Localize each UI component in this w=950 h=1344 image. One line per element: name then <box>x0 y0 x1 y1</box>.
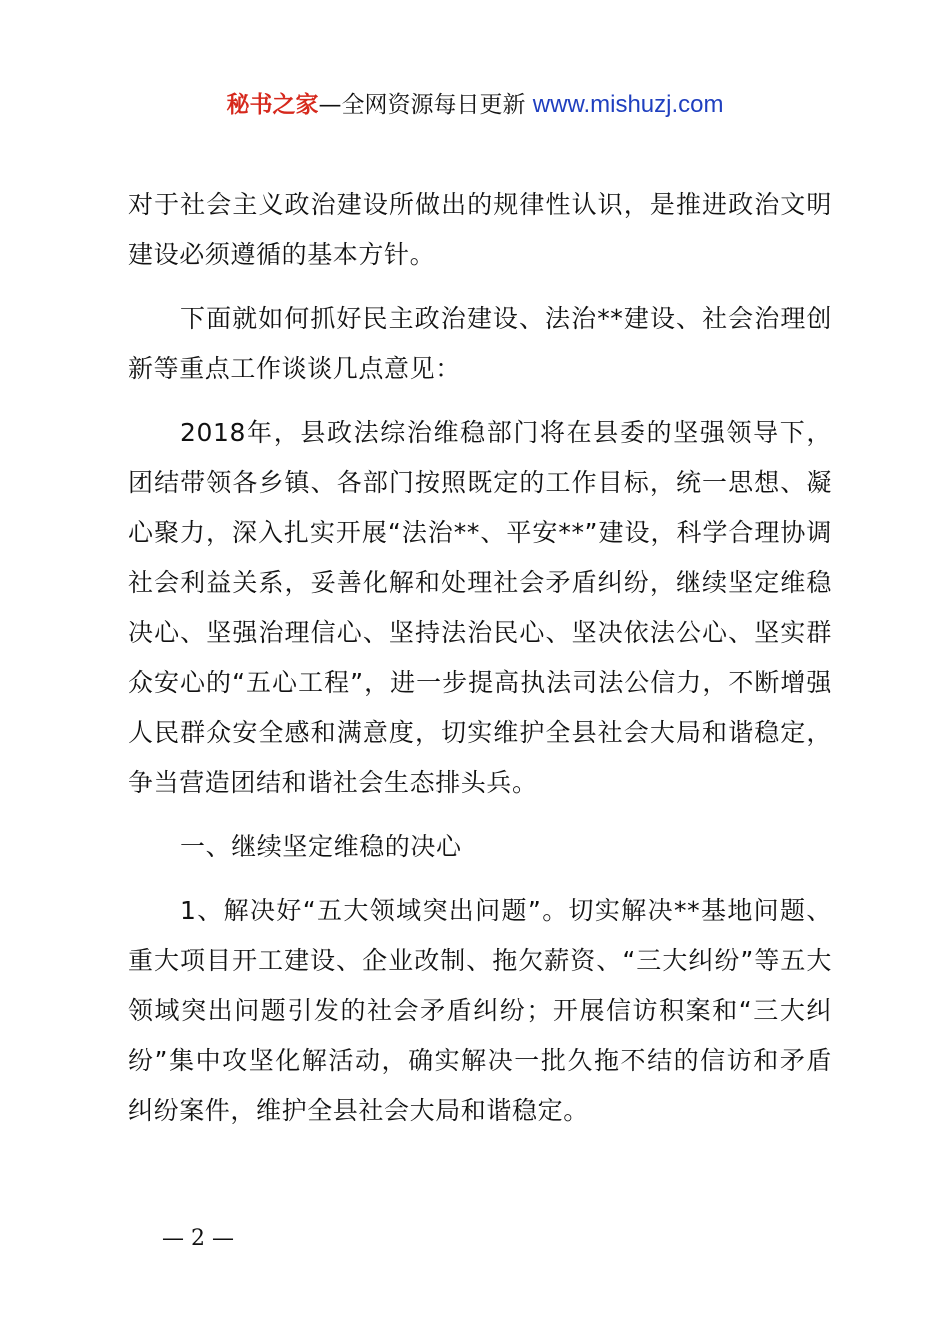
page-number: — 2 — <box>162 1226 234 1251</box>
brand-name: 秘书之家 <box>226 92 319 118</box>
site-header <box>0 88 950 122</box>
document-body <box>128 180 832 1150</box>
section-heading: 一、继续坚定维稳的决心 <box>180 832 462 861</box>
paragraph-continuation: 对于社会主义政治建设所做出的规律性认识，是推进政治文明建设必须遵循的基本方针。 <box>128 190 832 269</box>
paragraph-item-1: 1、解决好“五大领域突出问题”。切实解决**基地问题、重大项目开工建设、企业改制、拖欠薪资、“三大纠纷”等五大领域突出问题引发的社会矛盾纠纷；开展信访积案和“三大纠纷”集中攻坚化解活动，确实解决一批久拖不结的信访和矛盾纠纷案件，维护全县社会大局和谐稳定。 <box>128 896 832 1125</box>
paragraph-intro: 下面就如何抓好民主政治建设、法治**建设、社会治理创新等重点工作谈谈几点意见： <box>128 304 832 383</box>
paragraph-main: 2018年，县政法综治维稳部门将在县委的坚强领导下，团结带领各乡镇、各部门按照既定的工作目标，统一思想、凝心聚力，深入扎实开展“法治**、平安**”建设，科学合理协调社会利益关系，妥善化解和处理社会矛盾纠纷，继续坚定维稳决心、坚强治理信心、坚持法治民心、坚决依法公心、坚实群众安心的“五心工程”，进一步提高执法司法公信力，不断增强人民群众安全感和满意度，切实维护全县社会大局和谐稳定，争当营造团结和谐社会生态排头兵。 <box>128 418 832 797</box>
site-url-link[interactable]: www.mishuzj.com <box>532 91 724 118</box>
header-tagline: —全网资源每日更新 <box>318 92 526 118</box>
